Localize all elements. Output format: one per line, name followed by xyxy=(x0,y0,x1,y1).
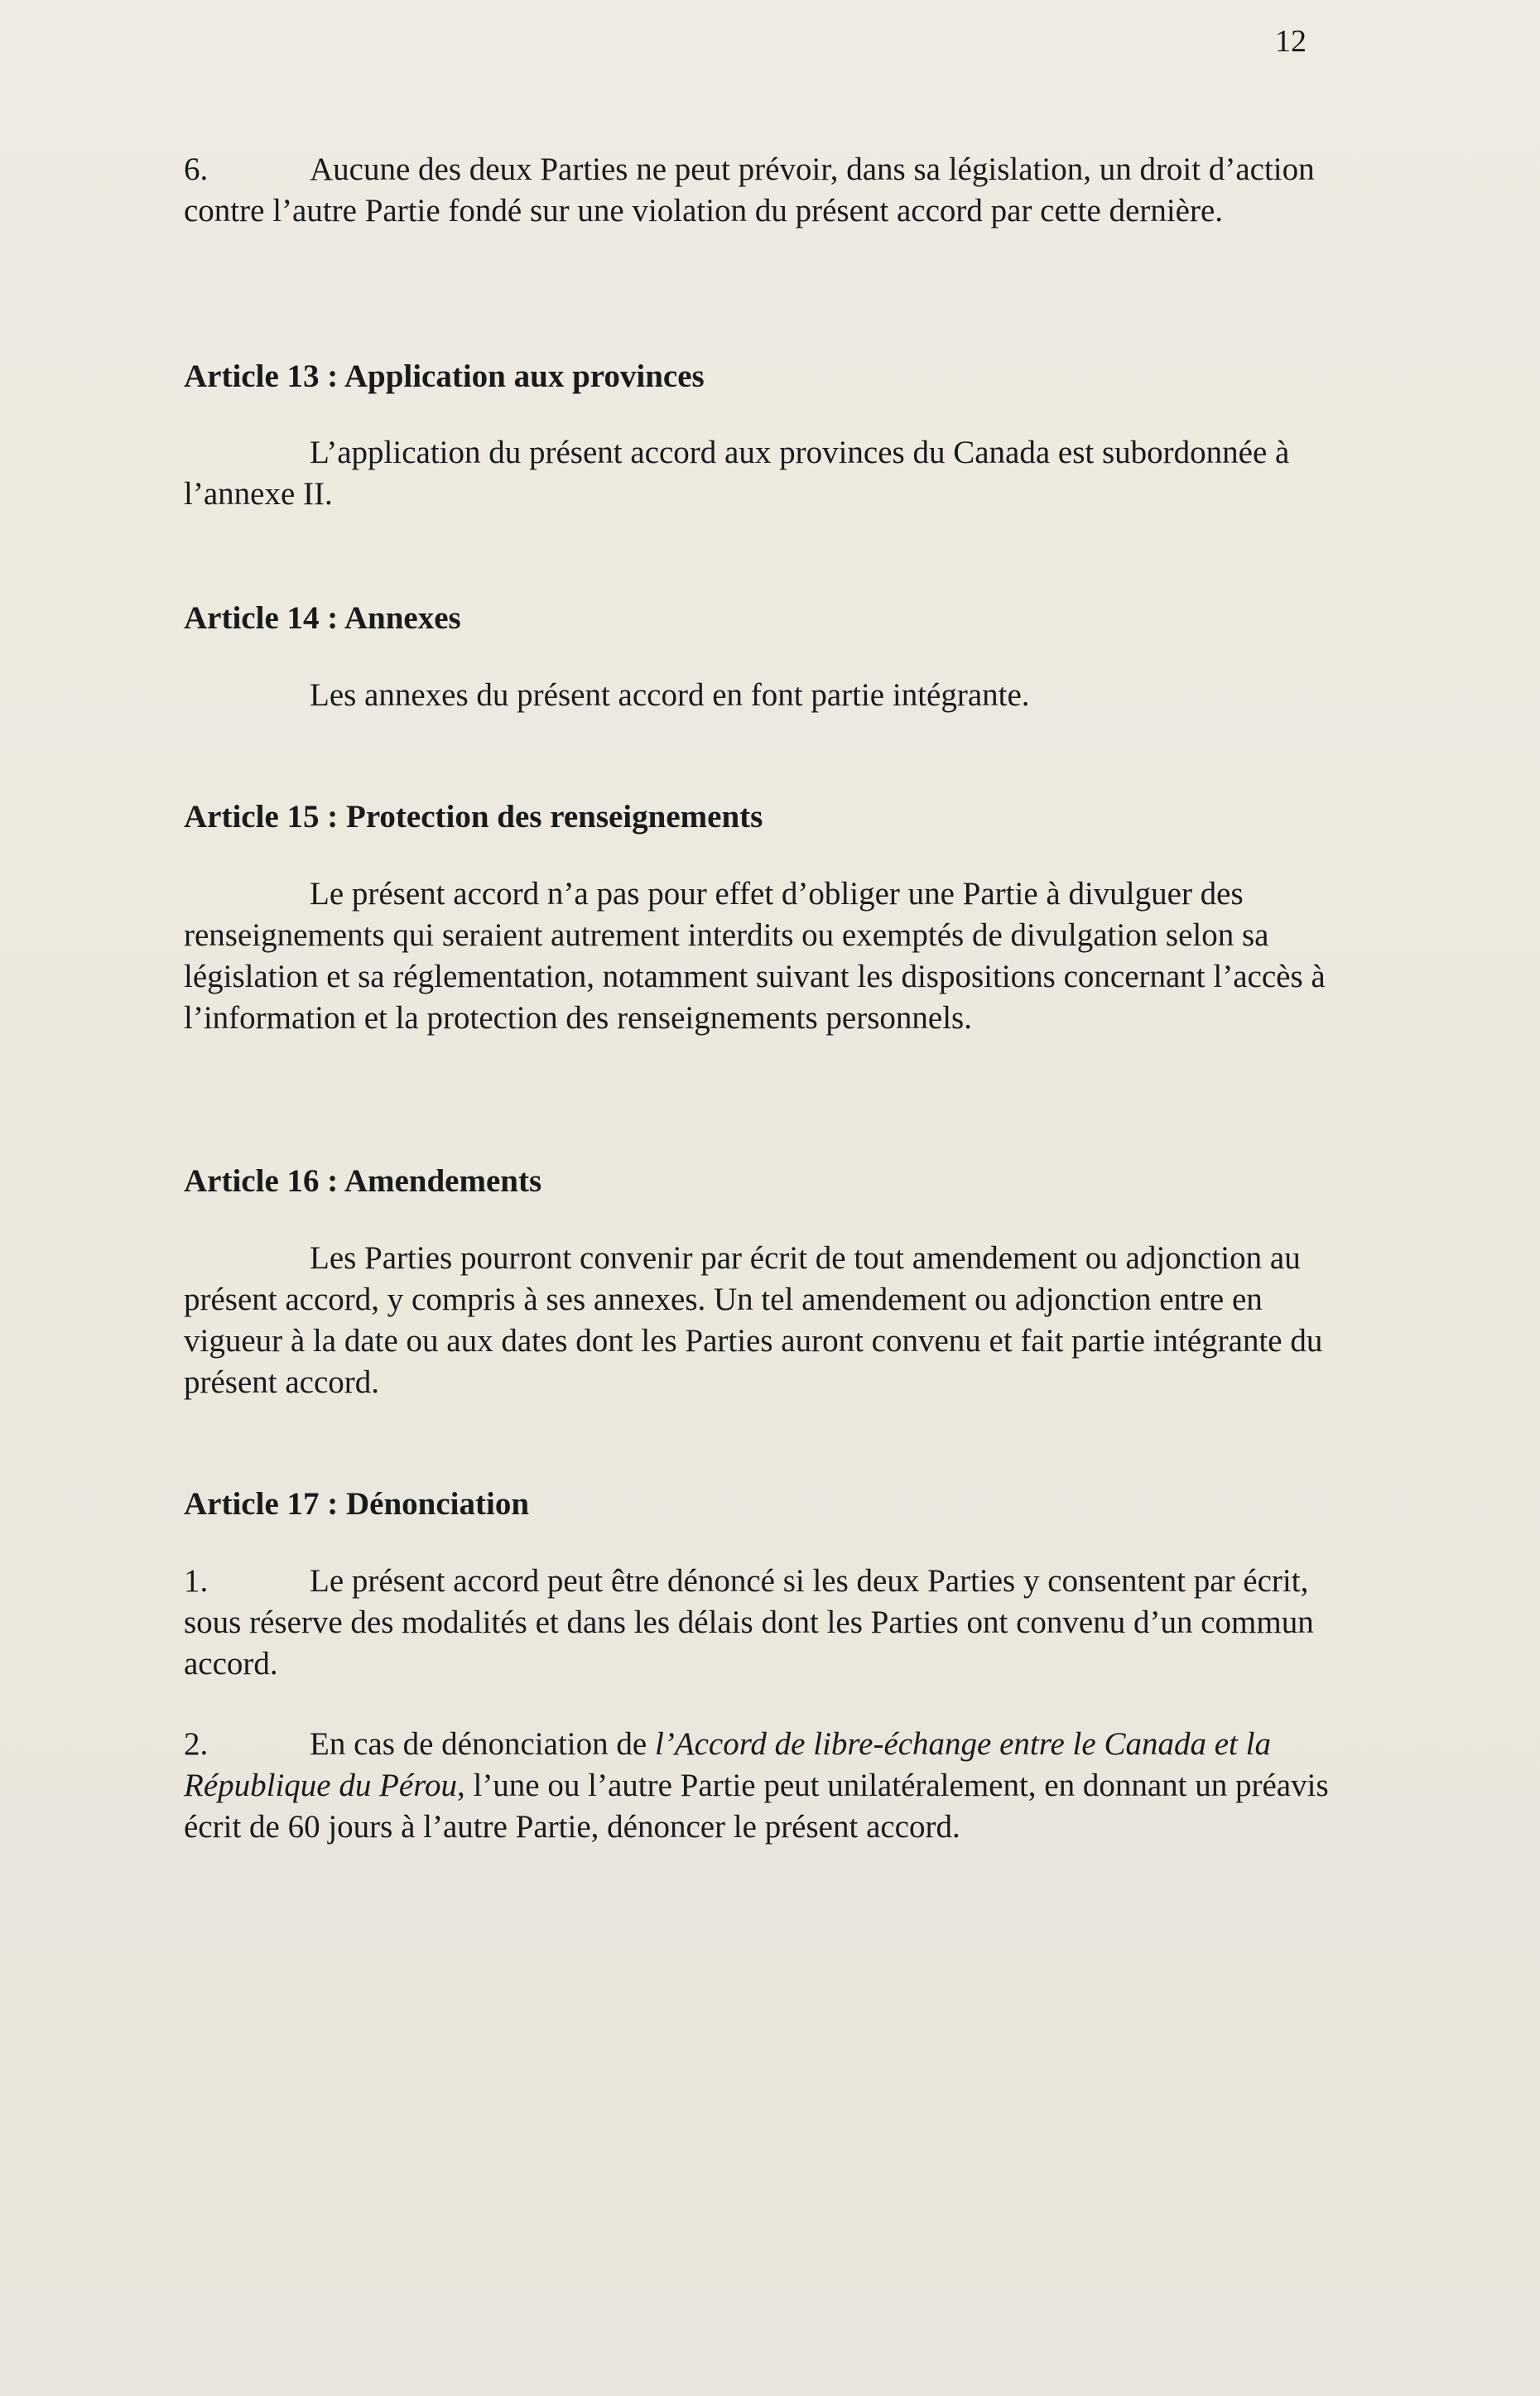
article-13-text: L’application du présent accord aux provinces du Canada est subordonnée à l’annexe II. xyxy=(184,435,1290,512)
article-16-heading: Article 16 : Amendements xyxy=(184,1163,542,1199)
article-14-heading: Article 14 : Annexes xyxy=(184,600,461,636)
article-17-paragraph-2 xyxy=(184,1724,1343,1848)
article-17-paragraph-1 xyxy=(184,1561,1343,1685)
article-17-paragraph-1-number: 1. xyxy=(184,1563,209,1599)
section-6-paragraph xyxy=(184,149,1343,232)
article-17-paragraph-2-number: 2. xyxy=(184,1726,209,1762)
page-number: 12 xyxy=(1275,24,1307,59)
article-17-paragraph-2-text-before: En cas de dénonciation de xyxy=(310,1726,655,1762)
article-17-paragraph-1-text-wrap xyxy=(184,1561,1343,1685)
article-17-heading: Article 17 : Dénonciation xyxy=(184,1486,530,1522)
section-6-number: 6. xyxy=(184,152,209,187)
article-15-body xyxy=(184,873,1343,1039)
section-6 xyxy=(184,149,1343,232)
article-13-heading: Article 13 : Application aux provinces xyxy=(184,358,705,394)
article-15-heading: Article 15 : Protection des renseignements xyxy=(184,799,763,835)
article-14-text: Les annexes du présent accord en font partie intégrante. xyxy=(310,677,1030,713)
section-6-text: Aucune des deux Parties ne peut prévoir, dans sa législation, un droit d’action contre l’autre Partie fondé sur une violation du présent accord par cette dernière. xyxy=(184,152,1315,229)
article-17-paragraph-2-agreement-title: l’Accord de libre-échange entre le Canada et la République du Pérou xyxy=(184,1726,1271,1803)
article-13-body xyxy=(184,432,1343,515)
article-15-text: Le présent accord n’a pas pour effet d’obliger une Partie à divulguer des renseignements qui seraient autrement interdits ou exemptés de divulgation selon sa législation et sa réglementation, notamment suivant les dispositions concernant l’accès à l’information et la protection des renseignements personnels. xyxy=(184,876,1326,1036)
article-17-paragraph-1-text: Le présent accord peut être dénoncé si les deux Parties y consentent par écrit, sous réserve des modalités et dans les délais dont les Parties ont convenu d’un commun accord. xyxy=(184,1563,1314,1682)
article-17-paragraph-2-text-after: , l’une ou l’autre Partie peut unilatéralement, en donnant un préavis écrit de 60 jours à l’autre Partie, dénoncer le présent accord. xyxy=(184,1768,1329,1845)
article-16-text: Les Parties pourront convenir par écrit de tout amendement ou adjonction au présent accord, y compris à ses annexes. Un tel amendement ou adjonction entre en vigueur à la date ou aux dates dont les Parties auront convenu et fait partie intégrante du présent accord. xyxy=(184,1240,1323,1400)
article-14-body xyxy=(184,675,1343,716)
article-16-body xyxy=(184,1238,1343,1403)
article-17-paragraph-2-text-wrap xyxy=(184,1724,1343,1848)
